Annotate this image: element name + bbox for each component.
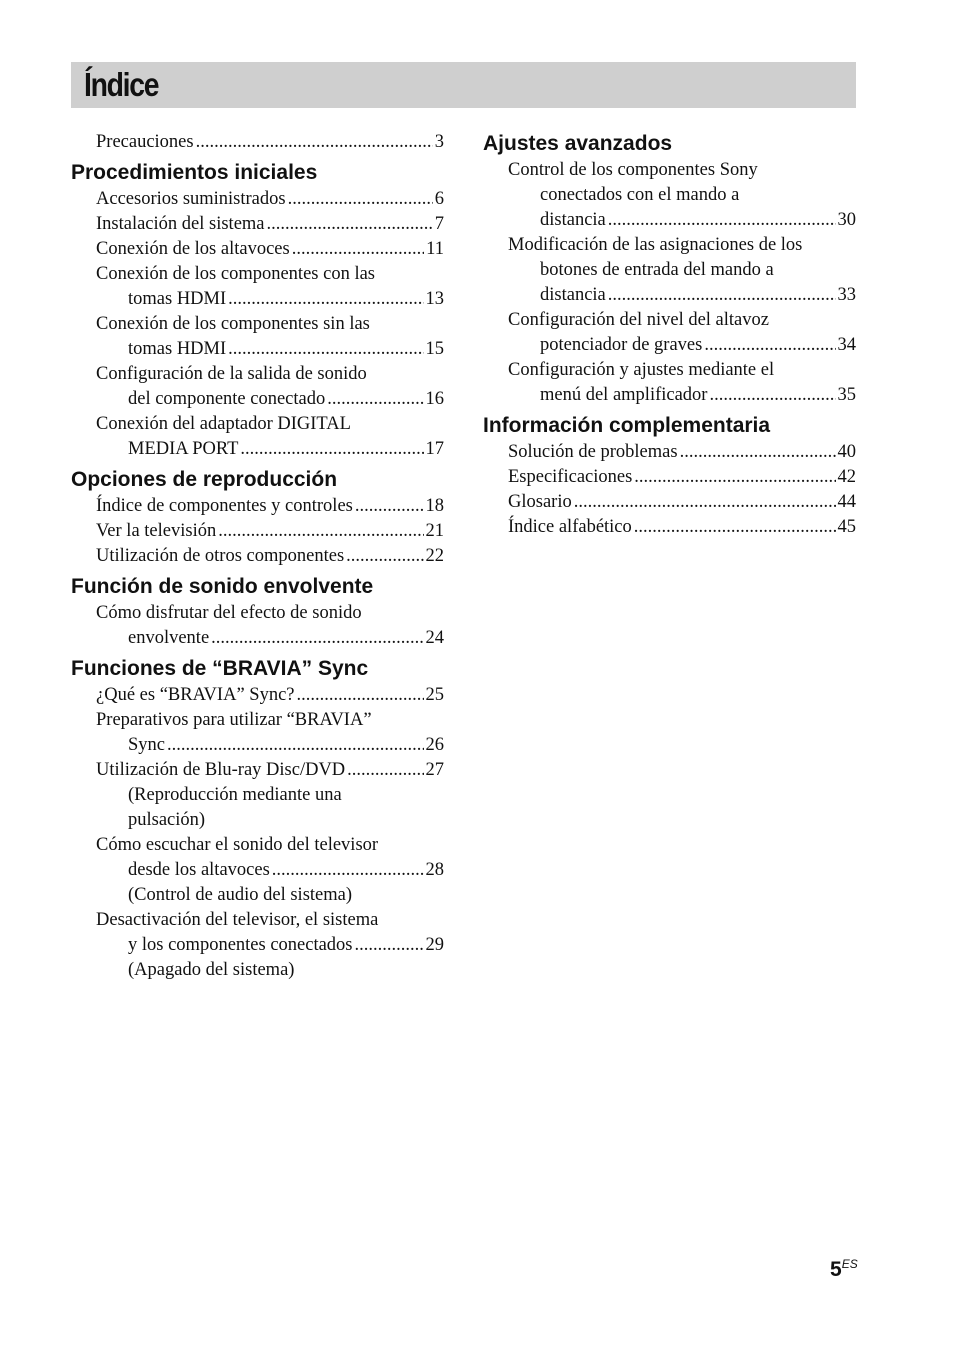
dot-leader [228,287,423,312]
toc-entry-line [96,337,444,362]
toc-entry-line [508,233,856,258]
toc-entry-line [508,465,856,490]
toc-entry-title: ¿Qué es “BRAVIA” Sync? [96,685,295,705]
toc-entry[interactable] [96,262,444,312]
toc-entry[interactable] [96,601,444,651]
toc-entry-title: conectados con el mando a [540,185,740,205]
toc-entry-page: 13 [425,289,444,309]
toc-entry-line [508,283,856,308]
toc-entry[interactable] [96,908,444,983]
toc-entry-page: 11 [426,239,444,259]
page-number-value: 5 [830,1258,842,1281]
toc-entry-line [508,440,856,465]
toc-entry-list [71,187,444,462]
toc-entry-line [96,212,444,237]
toc-entry-title: menú del amplificador [540,385,708,405]
dot-leader [167,733,424,758]
toc-entry[interactable] [96,833,444,908]
toc-entry-line [96,908,444,933]
toc-entry[interactable] [96,494,444,519]
toc-entry-page: 34 [837,335,856,355]
toc-entry-note-text: (Control de audio del sistema) [128,885,353,905]
toc-entry-page: 17 [425,439,444,459]
toc-entry-page: 30 [837,210,856,230]
toc-entry-line [96,708,444,733]
toc-entry-title: tomas HDMI [128,339,227,359]
toc-entry[interactable] [508,158,856,233]
dot-leader [704,333,835,358]
toc-entry-list [483,158,856,408]
dot-leader [297,683,424,708]
toc-entry[interactable] [96,212,444,237]
toc-entry-title: Preparativos para utilizar “BRAVIA” [96,710,372,730]
section-heading: Procedimientos iniciales [71,161,318,184]
toc-entry-page: 25 [425,685,444,705]
toc-entry-page: 45 [837,517,856,537]
toc-entry-title: Glosario [508,492,572,512]
toc-entry-title: Utilización de Blu-ray Disc/DVD [96,760,346,780]
section-heading: Opciones de reproducción [71,468,338,491]
toc-entry-title: del componente conectado [128,389,326,409]
toc-entry-line [508,258,856,283]
dot-leader [218,519,423,544]
page-number [830,1257,858,1282]
toc-entry-line [508,183,856,208]
toc-entry-title: distancia [540,285,606,305]
toc-entry-line [508,515,856,540]
toc-entry[interactable] [96,130,444,155]
toc-entry-title: Control de los componentes Sony [508,160,758,180]
dot-leader [272,858,424,883]
toc-entry-line [96,262,444,287]
toc-entry-line [508,208,856,233]
toc-entry-title: Utilización de otros componentes [96,546,345,566]
toc-entry[interactable] [96,544,444,569]
toc-entry-title: y los componentes conectados [128,935,353,955]
toc-entry-list [71,683,444,983]
toc-entry[interactable] [508,308,856,358]
toc-entry-page: 15 [425,339,444,359]
section-heading: Información complementaria [483,414,771,437]
toc-entry[interactable] [96,362,444,412]
toc-entry-note [96,808,444,833]
toc-entry-title: potenciador de graves [540,335,703,355]
toc-entry-line [96,858,444,883]
toc-entry-title: MEDIA PORT [128,439,239,459]
toc-entry-page: 44 [837,492,856,512]
dot-leader [355,933,424,958]
toc-entry-note-text: (Reproducción mediante una [128,785,342,805]
toc-entry[interactable] [96,519,444,544]
toc-entry-line [96,362,444,387]
dot-leader [327,387,423,412]
toc-entry-line [508,358,856,383]
toc-entry-title: Especificaciones [508,467,633,487]
toc-entry-line [96,130,444,155]
toc-entry-line [508,308,856,333]
toc-entry-page: 24 [425,628,444,648]
dot-leader [196,130,433,155]
dot-leader [240,437,423,462]
toc-entry-line [508,333,856,358]
toc-right-column [483,130,856,544]
toc-entry[interactable] [96,187,444,212]
section-heading: Ajustes avanzados [483,132,673,155]
toc-entry[interactable] [508,440,856,465]
toc-entry-title: Accesorios suministrados [96,189,286,209]
toc-entry-page: 40 [837,442,856,462]
toc-entry-line [96,519,444,544]
toc-left-column [71,130,444,987]
toc-entry[interactable] [96,237,444,262]
toc-entry-title: Cómo disfrutar del efecto de sonido [96,603,362,623]
toc-entry-list [71,601,444,651]
toc-entry[interactable] [96,312,444,362]
toc-entry-title: Instalación del sistema [96,214,265,234]
toc-entry-line [96,544,444,569]
dot-leader [680,440,836,465]
toc-entry-line [96,933,444,958]
toc-entry-note [96,783,444,808]
toc-entry-line [96,626,444,651]
toc-entry-page: 35 [837,385,856,405]
toc-entry-title: envolvente [128,628,210,648]
toc-entry-line [96,833,444,858]
toc-entry-page: 27 [425,760,444,780]
toc-entry-title: Conexión de los altavoces [96,239,290,259]
dot-leader [355,494,424,519]
toc-entry-line [96,387,444,412]
toc-entry-title: Modificación de las asignaciones de los [508,235,803,255]
toc-entry-line [96,758,444,783]
dot-leader [288,187,433,212]
toc-entry[interactable] [96,758,444,833]
toc-entry-page: 22 [425,546,444,566]
toc-entry-list [71,130,444,155]
toc-entry-page: 33 [837,285,856,305]
toc-entry-title: Configuración y ajustes mediante el [508,360,775,380]
toc-entry-title: Solución de problemas [508,442,678,462]
toc-entry-line [96,237,444,262]
dot-leader [634,465,835,490]
toc-entry-line [96,312,444,337]
toc-entry-line [508,383,856,408]
dot-leader [346,544,423,569]
dot-leader [347,758,423,783]
toc-entry[interactable] [96,412,444,462]
page-number-suffix: ES [841,1257,858,1271]
toc-entry-page: 3 [434,132,444,152]
toc-entry[interactable] [508,358,856,408]
toc-entry-page: 18 [425,496,444,516]
toc-entry-title: Índice alfabético [508,517,632,537]
toc-entry-page: 16 [425,389,444,409]
toc-entry[interactable] [508,233,856,308]
toc-entry-title: Configuración de la salida de sonido [96,364,367,384]
toc-entry-page: 7 [434,214,444,234]
toc-entry-title: Desactivación del televisor, el sistema [96,910,379,930]
toc-entry-line [508,158,856,183]
toc-entry-page: 6 [434,189,444,209]
toc-entry-line [96,733,444,758]
page-title: Índice [84,66,159,103]
toc-entry-title: desde los altavoces [128,860,270,880]
title-bar [71,62,856,108]
toc-entry-title: Conexión del adaptador DIGITAL [96,414,351,434]
toc-entry-title: botones de entrada del mando a [540,260,774,280]
toc-entry-note [96,883,444,908]
toc-entry-list [483,440,856,540]
toc-entry-note [96,958,444,983]
toc-entry-line [96,187,444,212]
toc-entry-line [96,287,444,312]
toc-entry[interactable] [508,465,856,490]
section-heading: Función de sonido envolvente [71,575,374,598]
dot-leader [574,490,836,515]
toc-entry-title: Precauciones [96,132,194,152]
section-heading: Funciones de “BRAVIA” Sync [71,657,369,680]
dot-leader [292,237,424,262]
dot-leader [211,626,423,651]
toc-entry-title: distancia [540,210,606,230]
dot-leader [608,283,836,308]
dot-leader [228,337,423,362]
toc-entry-title: tomas HDMI [128,289,227,309]
toc-entry-title: Índice de componentes y controles [96,496,353,516]
toc-entry-note-text: pulsación) [128,810,206,830]
toc-entry-page: 29 [425,935,444,955]
toc-entry-list [71,494,444,569]
toc-entry-line [96,494,444,519]
toc-entry-title: Cómo escuchar el sonido del televisor [96,835,379,855]
toc-entry-page: 42 [837,467,856,487]
toc-entry-line [96,437,444,462]
toc-entry-title: Conexión de los componentes sin las [96,314,370,334]
toc-entry-note-text: (Apagado del sistema) [128,960,295,980]
dot-leader [267,212,433,237]
dot-leader [634,515,836,540]
toc-entry-line [96,412,444,437]
toc-entry[interactable] [508,515,856,540]
toc-entry[interactable] [508,490,856,515]
dot-leader [709,383,835,408]
toc-entry-page: 26 [425,735,444,755]
toc-entry-page: 28 [425,860,444,880]
dot-leader [608,208,836,233]
toc-entry-title: Configuración del nivel del altavoz [508,310,769,330]
toc-entry-line [508,490,856,515]
toc-entry-page: 21 [425,521,444,541]
toc-entry-title: Conexión de los componentes con las [96,264,375,284]
toc-entry-title: Ver la televisión [96,521,217,541]
toc-entry[interactable] [96,683,444,708]
toc-entry[interactable] [96,708,444,758]
toc-entry-line [96,601,444,626]
toc-entry-title: Sync [128,735,165,755]
toc-entry-line [96,683,444,708]
